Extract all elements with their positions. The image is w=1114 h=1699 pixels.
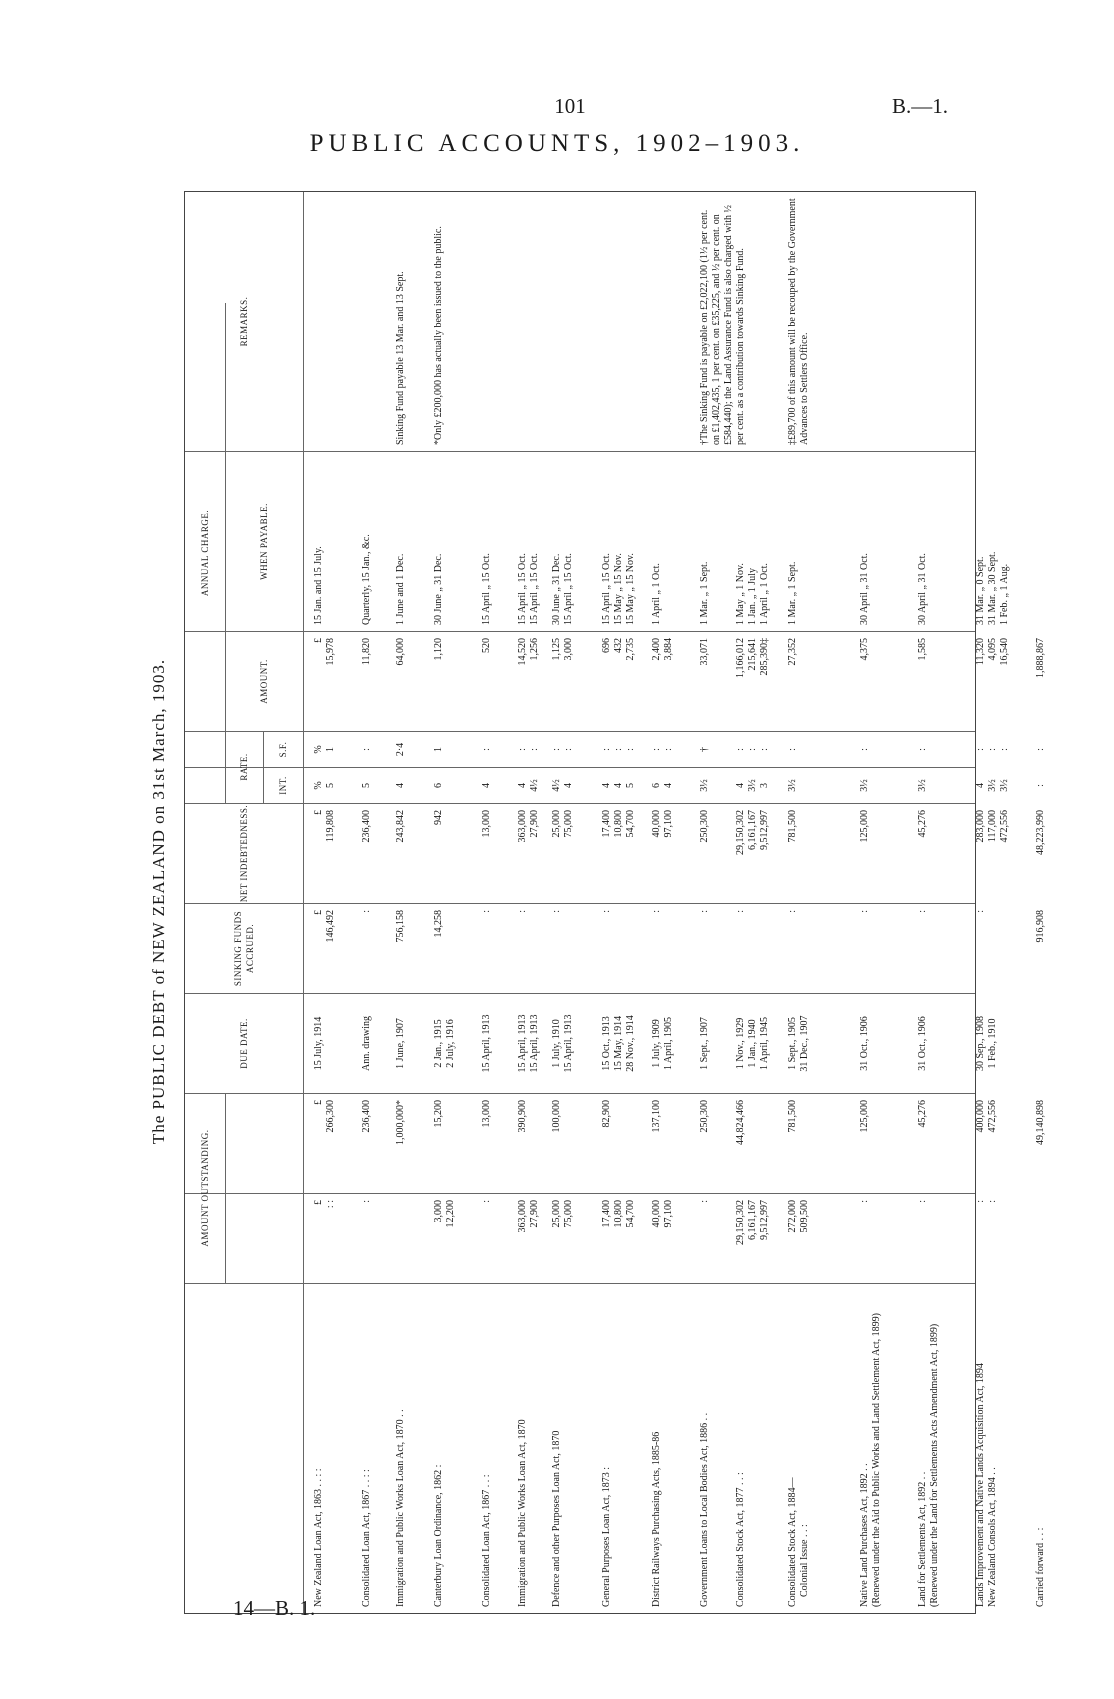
- cell-charge: 11,320 4,095 16,540: [975, 638, 1010, 666]
- document-reference: B.—1.: [892, 94, 949, 118]
- cell-charge: 520: [481, 638, 492, 653]
- cell-charge: 14,520 1,256: [517, 638, 540, 666]
- cell-rem: *Only £200,000 has actually been issued to the public.: [433, 226, 444, 445]
- header-act: [185, 1284, 304, 1613]
- cell-charge: 1,888,867: [1035, 638, 1046, 678]
- cell-act: Immigration and Public Works Loan Act, 1870 . .: [395, 1409, 406, 1607]
- cell-charge: 1,585: [917, 638, 928, 661]
- cell-rem: [1035, 192, 1063, 451]
- cell-sf: :: [481, 748, 492, 751]
- cell-sub1: 25,000 75,000: [551, 1200, 574, 1228]
- header-when-payable: WHEN PAYABLE.: [225, 452, 304, 631]
- cell-int: % 5: [313, 781, 336, 790]
- column-when-payable: [185, 451, 1010, 631]
- cell-amt: 125,000: [859, 1100, 870, 1133]
- cell-charge: 27,352: [787, 638, 798, 666]
- cell-sub1: 363,000 27,900: [517, 1200, 540, 1233]
- cell-net: £ 119,808: [313, 810, 336, 843]
- cell-act: New Zealand Loan Act, 1863 . . : :: [313, 1468, 324, 1607]
- cell-net: 25,000 75,000: [551, 810, 574, 838]
- cell-sink: :: [859, 910, 870, 913]
- cell-when: 15 April „ 15 Oct. 15 April „ 15 Oct.: [517, 553, 540, 625]
- cell-charge: 4,375: [859, 638, 870, 661]
- cell-net: 13,000: [481, 810, 492, 838]
- cell-sf: 2·4: [395, 742, 406, 757]
- cell-act: Consolidated Loan Act, 1867 . . :: [481, 1474, 492, 1607]
- cell-due: 31 Oct., 1906: [917, 1016, 928, 1071]
- cell-sink: :: [699, 910, 710, 913]
- cell-when: 1 June and 1 Dec.: [395, 553, 406, 625]
- column-charge-amount: [185, 631, 1046, 731]
- cell-sf: % 1: [313, 745, 336, 754]
- cell-charge: 696 432 2,735: [601, 638, 636, 661]
- cell-int: 3½: [917, 779, 928, 792]
- cell-due: 1 June, 1907: [395, 1018, 406, 1069]
- table-caption: The PUBLIC DEBT of NEW ZEALAND on 31st March, 1903.: [149, 658, 168, 1145]
- cell-amt: 1,000,000*: [395, 1100, 406, 1145]
- cell-sub1: 272,000 509,500: [787, 1200, 810, 1233]
- cell-net: 45,276: [917, 810, 928, 838]
- cell-sub1: :: [361, 1200, 372, 1203]
- cell-charge: 2,400 3,884: [651, 638, 674, 661]
- cell-when: 15 April „ 15 Oct.: [481, 553, 492, 625]
- cell-act: Consolidated Stock Act, 1877 . . :: [735, 1472, 746, 1607]
- cell-when: 1 May „ 1 Nov. 1 Jan. „ 1 July 1 April „ 1 Oct.: [735, 563, 770, 625]
- header-charge-amount: AMOUNT.: [225, 632, 304, 731]
- cell-sub1: £ : :: [313, 1200, 336, 1209]
- cell-amt: 781,500: [787, 1100, 798, 1133]
- header-net-indebtedness: NET INDEBTEDNESS.: [185, 804, 304, 903]
- cell-due: 30 Sep., 1908 1 Feb., 1910: [975, 1016, 998, 1071]
- cell-net: 942: [433, 810, 444, 825]
- cell-sub1: :: [481, 1200, 492, 1203]
- cell-net: 250,300: [699, 810, 710, 843]
- cell-sink: :: [601, 910, 612, 913]
- page-number: 101: [554, 94, 586, 118]
- header-sf: S.F.: [263, 732, 304, 767]
- cell-net: 17,400 10,800 54,700: [601, 810, 636, 838]
- cell-sf: :: [1035, 748, 1046, 751]
- cell-charge: 33,071: [699, 638, 710, 666]
- cell-int: :: [1035, 784, 1046, 787]
- cell-charge: 64,000: [395, 638, 406, 666]
- cell-sf: :: [917, 748, 928, 751]
- cell-sf: :: [361, 748, 372, 751]
- cell-sink: 756,158: [395, 910, 406, 943]
- cell-when: 1 Mar. „ 1 Sept.: [699, 561, 710, 625]
- cell-amt: 400,000 472,556: [975, 1100, 998, 1133]
- cell-sub1: 3,000 12,200: [433, 1200, 456, 1228]
- cell-when: 1 April „ 1 Oct.: [651, 563, 662, 625]
- header-amount-total: [225, 1094, 304, 1193]
- cell-when: Quarterly, 15 Jan., &c.: [361, 534, 372, 625]
- cell-sink: :: [975, 910, 986, 913]
- cell-net: 781,500: [787, 810, 798, 843]
- cell-sink: :: [481, 910, 492, 913]
- cell-amt: 250,300: [699, 1100, 710, 1133]
- column-net-indebtedness: [185, 803, 1046, 903]
- cell-charge: 1,166,012 215,641 285,390‡: [735, 638, 770, 678]
- cell-amt: 49,140,898: [1035, 1100, 1046, 1145]
- cell-when: 30 April „ 31 Oct.: [859, 553, 870, 625]
- debt-table: [184, 191, 1046, 1614]
- column-amount-sub: [185, 1129, 998, 1283]
- cell-act: Consolidated Loan Act, 1867 . . : :: [361, 1469, 372, 1607]
- header-amount-sub: [225, 1194, 304, 1283]
- cell-rem: [481, 192, 509, 451]
- cell-when: 30 April „ 31 Oct.: [917, 553, 928, 625]
- cell-act: Defence and other Purposes Loan Act, 1870: [551, 1430, 562, 1607]
- cell-net: 363,000 27,900: [517, 810, 540, 843]
- cell-due: 1 Nov., 1929 1 Jan., 1940 1 April, 1945: [735, 1016, 770, 1071]
- cell-sub1: [1035, 1194, 1063, 1283]
- cell-int: 4: [395, 783, 406, 788]
- cell-charge: £ 15,978: [313, 638, 336, 666]
- cell-rem: [975, 192, 1025, 451]
- cell-when: 30 June „ 31 Dec.: [433, 553, 444, 625]
- cell-rem: [601, 192, 645, 451]
- cell-sub1: 29,150,302 6,161,167 9,512,997: [735, 1200, 770, 1245]
- cell-int: 4 4½: [517, 779, 540, 792]
- cell-rem: [859, 192, 911, 451]
- cell-due: 15 July, 1914: [313, 1016, 324, 1071]
- cell-sub1: :: [699, 1200, 710, 1203]
- cell-act: Immigration and Public Works Loan Act, 1870: [517, 1419, 528, 1607]
- cell-sub1: [395, 1194, 425, 1283]
- cell-act: District Railways Purchasing Acts, 1885-86: [651, 1431, 662, 1607]
- cell-rem: [917, 192, 969, 451]
- cell-sf: †: [699, 747, 710, 752]
- header-annual-charge: ANNUAL CHARGE.: [185, 303, 226, 803]
- cell-int: 5: [361, 783, 372, 788]
- cell-rem: [651, 192, 691, 451]
- page-title: PUBLIC ACCOUNTS, 1902–1903.: [309, 130, 805, 157]
- header-amount-outstanding: AMOUNT OUTSTANDING.: [185, 1093, 226, 1283]
- cell-amt: 236,400: [361, 1100, 372, 1133]
- rotated-debt-table: [140, 189, 1046, 1614]
- cell-rem: ‡£89,700 of this amount will be recouped by the Government Advances to Settlers Office.: [787, 198, 810, 445]
- cell-charge: 11,820: [361, 638, 372, 666]
- cell-due: 31 Oct., 1906: [859, 1016, 870, 1071]
- cell-int: 4½ 4: [551, 779, 574, 792]
- cell-when: 31 Mar. „ 0 Sept. 31 Mar. „ 30 Sept. 1 Feb. „ 1 Aug.: [975, 551, 1010, 625]
- cell-sf: : : :: [601, 748, 636, 751]
- cell-amt: 137,100: [651, 1100, 662, 1133]
- cell-int: 3½: [699, 779, 710, 792]
- cell-int: 6 4: [651, 783, 674, 788]
- cell-sink: :: [735, 910, 746, 913]
- cell-amt: 82,900: [601, 1100, 612, 1128]
- cell-int: 6: [433, 783, 444, 788]
- cell-due: Ann. drawing: [361, 1016, 372, 1071]
- cell-when: [1035, 452, 1063, 631]
- cell-net: 29,150,302 6,161,167 9,512,997: [735, 810, 770, 855]
- cell-int: 3½: [859, 779, 870, 792]
- cell-act: Consolidated Stock Act, 1884— Colonial Issue . . :: [787, 1477, 810, 1607]
- cell-net: 40,000 97,100: [651, 810, 674, 838]
- cell-due: 1 July, 1910 15 April, 1913: [551, 1014, 574, 1073]
- cell-sink: :: [361, 910, 372, 913]
- cell-rem: [551, 192, 595, 451]
- cell-when: 15 Jan. and 15 July.: [313, 546, 324, 625]
- cell-sf: :: [787, 748, 798, 751]
- cell-sf: : : :: [735, 748, 770, 751]
- cell-act: Government Loans to Local Bodies Act, 1886 . .: [699, 1412, 710, 1607]
- cell-int: 3½: [787, 779, 798, 792]
- column-amount-outstanding: [185, 1093, 1046, 1193]
- cell-int: 4 3½ 3½: [975, 779, 1010, 792]
- cell-due: 1 Sept., 1905 31 Dec., 1907: [787, 1015, 810, 1072]
- cell-sink: £ 146,492: [313, 910, 336, 943]
- cell-net: 243,842: [395, 810, 406, 843]
- cell-rem: Sinking Fund payable 13 Mar. and 13 Sept.: [395, 271, 406, 445]
- cell-rem: [361, 192, 389, 451]
- cell-sink: :: [651, 910, 662, 913]
- cell-rem: [313, 192, 353, 451]
- cell-amt: £ 266,300: [313, 1100, 336, 1133]
- cell-charge: 1,125 3,000: [551, 638, 574, 661]
- cell-net: 48,223,990: [1035, 810, 1046, 855]
- header-remarks: REMARKS.: [185, 192, 304, 451]
- cell-act: Native Land Purchases Act, 1892 . . (Renewed under the Aid to Public Works and Land Settlement Act, 1899): [859, 1313, 882, 1607]
- cell-sink: :: [787, 910, 798, 913]
- cell-sf: :: [859, 748, 870, 751]
- cell-sub1: :: [917, 1200, 928, 1203]
- cell-when: 1 Mar. „ 1 Sept.: [787, 561, 798, 625]
- cell-due: 15 April, 1913: [481, 1014, 492, 1073]
- cell-amt: 100,000: [551, 1100, 562, 1133]
- cell-act: Carried forward . . :: [1035, 1527, 1046, 1607]
- cell-int: 4 4 5: [601, 783, 636, 788]
- cell-int: 4: [481, 783, 492, 788]
- column-act: [185, 1283, 1046, 1613]
- cell-sf: : :: [551, 748, 574, 751]
- header-sinking-funds: SINKING FUNDS ACCRUED.: [185, 904, 304, 993]
- cell-sf: : : :: [975, 748, 1010, 751]
- cell-amt: 45,276: [917, 1100, 928, 1128]
- cell-net: 125,000: [859, 810, 870, 843]
- cell-due: 1 Sept., 1907: [699, 1017, 710, 1070]
- header-due-date: DUE DATE.: [185, 994, 304, 1093]
- cell-net: 236,400: [361, 810, 372, 843]
- page-footer: 14—B. 1.: [233, 1596, 316, 1620]
- cell-when: 30 June „ 31 Dec. 15 April „ 15 Oct.: [551, 553, 574, 625]
- cell-sink: 14,258: [433, 910, 444, 938]
- cell-due: 2 Jan., 1915 2 July, 1916: [433, 1019, 456, 1068]
- cell-amt: 44,824,466: [735, 1100, 746, 1145]
- header-int: INT.: [263, 768, 304, 803]
- cell-sf: : :: [651, 748, 674, 751]
- cell-act: Canterbury Loan Ordinance, 1862 :: [433, 1464, 444, 1607]
- cell-amt: 13,000: [481, 1100, 492, 1128]
- cell-sink: :: [551, 910, 562, 913]
- cell-sink: :: [917, 910, 928, 913]
- cell-sf: 1: [433, 747, 444, 752]
- cell-sink: :: [517, 910, 528, 913]
- cell-amt: 15,200: [433, 1100, 444, 1128]
- cell-int: 4 3½ 3: [735, 779, 770, 792]
- column-sinking-funds: [185, 903, 1046, 993]
- cell-rem: [735, 192, 781, 451]
- cell-sink: 916,908: [1035, 910, 1046, 943]
- cell-due: 1 July, 1909 1 April, 1905: [651, 1016, 674, 1071]
- cell-sub1: 17,400 10,800 54,700: [601, 1200, 636, 1228]
- cell-due: [1035, 994, 1063, 1093]
- cell-act: Lands Improvement and Native Lands Acquisition Act, 1894 New Zealand Consols Act, 1894 . .: [975, 1363, 998, 1607]
- cell-act: Land for Settlements Act, 1892 . . (Renewed under the Land for Settlements Acts Amendment Act, 1899): [917, 1323, 940, 1607]
- cell-rem: [517, 192, 545, 451]
- cell-due: 15 April, 1913 15 April, 1913: [517, 1014, 540, 1073]
- cell-amt: 390,900: [517, 1100, 528, 1133]
- cell-sub1: :: [859, 1200, 870, 1203]
- cell-sub1: 40,000 97,100: [651, 1200, 674, 1228]
- cell-sub1: : :: [975, 1200, 998, 1203]
- cell-sf: : :: [517, 748, 540, 751]
- cell-when: 15 April „ 15 Oct. 15 May „ 15 Nov. 15 May „ 15 Nov.: [601, 553, 636, 625]
- cell-act: General Purposes Loan Act, 1873 :: [601, 1467, 612, 1607]
- cell-net: 283,000 117,000 472,556: [975, 810, 1010, 843]
- cell-charge: 1,120: [433, 638, 444, 661]
- column-due-date: [185, 993, 998, 1093]
- header-rate: RATE.: [225, 731, 264, 803]
- column-remarks: [185, 192, 975, 451]
- cell-due: 15 Oct., 1913 15 May, 1914 28 Nov., 1914: [601, 1015, 636, 1072]
- cell-rem: †The Sinking Fund is payable on £2,022,100 (1½ per cent. on £1,402,435, 1 per cent. on £35,225, and ½ per cent. on £584,440); the Land Assurance Fund is also charged with ½ per cent. as a contribution towards Sinking Fund.: [699, 204, 746, 445]
- column-rate-sf: [185, 731, 1046, 767]
